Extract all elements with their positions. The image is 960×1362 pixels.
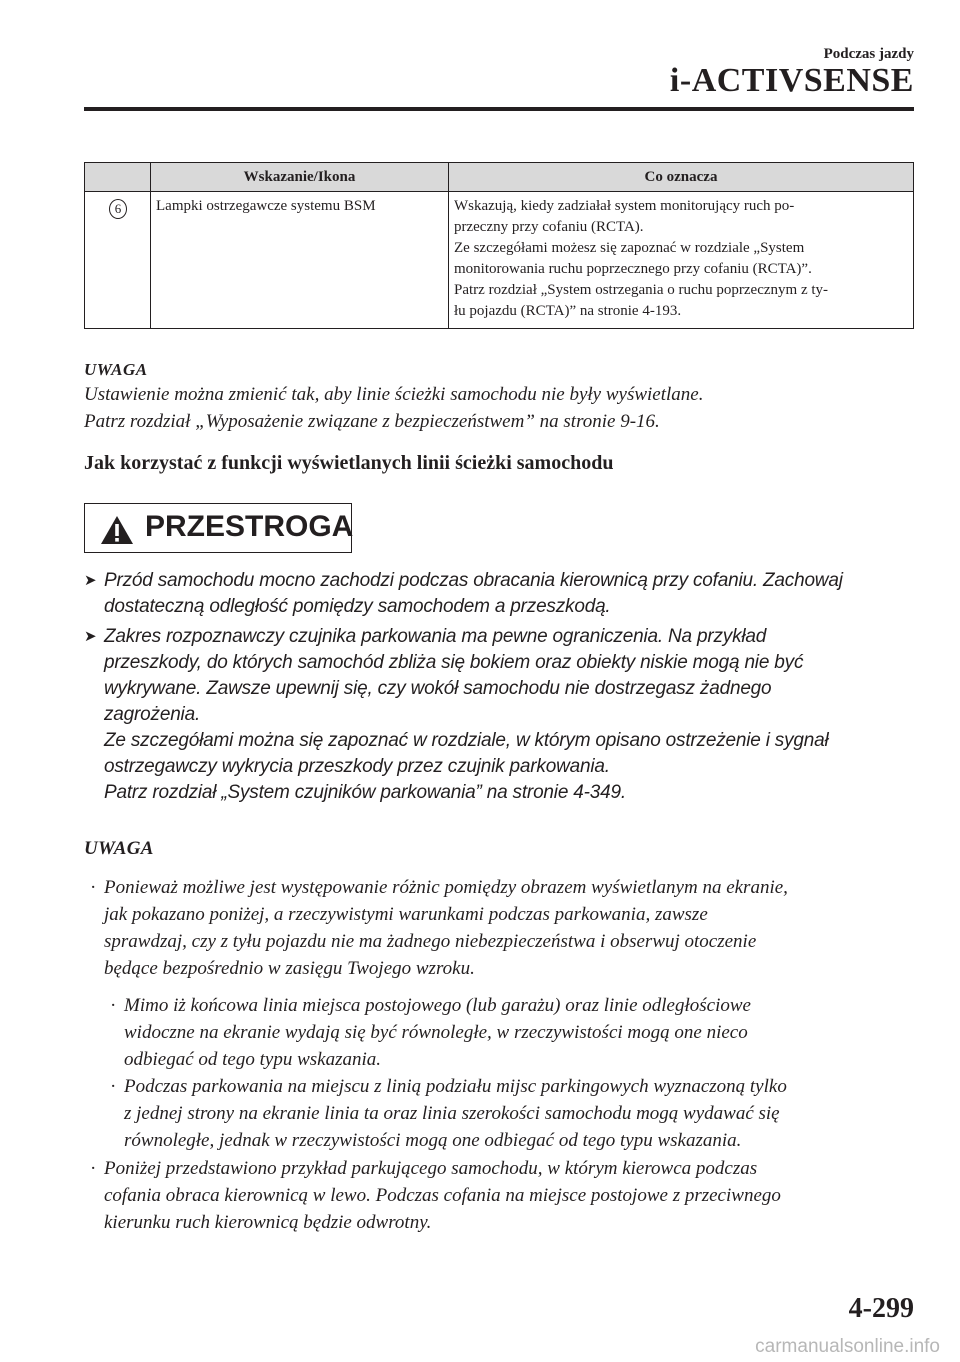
bullet-dot-icon: · xyxy=(110,1076,117,1097)
note-subparagraph xyxy=(84,992,924,1154)
caution-line: dostateczną odległość pomiędzy samochodem a przeszkodą. xyxy=(104,596,611,617)
meaning-line: przeczny przy cofaniu (RCTA). xyxy=(454,219,644,235)
table-cell-meaning xyxy=(449,192,914,329)
meaning-line: Wskazują, kiedy zadziałał system monitorujący ruch po- xyxy=(454,198,795,214)
table-header-meaning: Co oznacza xyxy=(449,163,914,192)
item-number-badge: 6 xyxy=(109,199,127,219)
table-header-blank xyxy=(85,163,151,192)
note-line: jak pokazano poniżej, a rzeczywistymi warunkami podczas parkowania, zawsze xyxy=(104,904,708,925)
note-line: widoczne na ekranie wydają się być równoległe, w rzeczywistości mogą one nieco xyxy=(124,1022,748,1043)
table-cell-number xyxy=(85,192,151,329)
note-line: Ustawienie można zmienić tak, aby linie ścieżki samochodu nie były wyświetlane. xyxy=(84,384,704,405)
list-item xyxy=(84,992,924,1073)
arrow-bullet-icon: ➤ xyxy=(84,572,97,589)
caution-box xyxy=(84,503,352,553)
page-number: 4-299 xyxy=(848,1293,914,1324)
note-label-2: UWAGA xyxy=(84,838,154,859)
note-line: równoległe, jednak w rzeczywistości mogą one odbiegać od tego typu wskazania. xyxy=(124,1130,742,1151)
arrow-bullet-icon: ➤ xyxy=(84,628,97,645)
indicator-table xyxy=(84,162,914,329)
caution-line: Patrz rozdział „System czujników parkowania” na stronie 4-349. xyxy=(104,782,626,803)
note-paragraph xyxy=(84,1155,924,1236)
note-line: Poniżej przedstawiono przykład parkującego samochodu, w którym kierowca podczas xyxy=(104,1158,758,1179)
bullet-dot-icon: · xyxy=(110,995,117,1016)
note-line: odbiegać od tego typu wskazania. xyxy=(124,1049,381,1070)
list-item xyxy=(84,568,924,620)
meaning-line: Ze szczegółami możesz się zapoznać w rozdziale „System xyxy=(454,240,805,256)
caution-line: zagrożenia. xyxy=(104,704,201,725)
header-rule xyxy=(84,107,914,111)
table-header-indicator: Wskazanie/Ikona xyxy=(151,163,449,192)
caution-line: Przód samochodu mocno zachodzi podczas obracania kierownicą przy cofaniu. Zachowaj xyxy=(104,570,843,591)
meaning-line: Patrz rozdział „System ostrzegania o ruchu poprzecznym z ty- xyxy=(454,282,829,298)
caution-line: wykrywane. Zawsze upewnij się, czy wokół samochodu nie dostrzegasz żadnego xyxy=(104,678,772,699)
note-paragraph xyxy=(84,874,924,982)
table-cell-indicator: Lampki ostrzegawcze systemu BSM xyxy=(151,192,449,329)
warning-triangle-icon xyxy=(99,514,135,546)
caution-list xyxy=(84,568,924,806)
meaning-line: łu pojazdu (RCTA)” na stronie 4-193. xyxy=(454,303,682,319)
caution-line: Ze szczegółami można się zapoznać w rozdziale, w którym opisano ostrzeżenie i sygnał xyxy=(104,730,829,751)
section-heading: Jak korzystać z funkcji wyświetlanych linii ścieżki samochodu xyxy=(84,452,614,474)
list-item xyxy=(84,1073,924,1154)
watermark: carmanualsonline.info xyxy=(755,1336,940,1357)
table-header-row xyxy=(85,163,914,192)
meaning-line: monitorowania ruchu poprzecznego przy cofaniu (RCTA)”. xyxy=(454,261,812,277)
note-line: cofania obraca kierownicą w lewo. Podczas cofania na miejsce postojowe z przeciwnego xyxy=(104,1185,781,1206)
table-row xyxy=(85,192,914,329)
caution-line: Zakres rozpoznawczy czujnika parkowania ma pewne ograniczenia. Na przykład xyxy=(104,626,767,647)
list-item xyxy=(84,874,924,982)
header-title: i-ACTIVSENSE xyxy=(669,62,914,99)
note-line: sprawdzaj, czy z tyłu pojazdu nie ma żadnego niebezpieczeństwa i obserwuj otoczenie xyxy=(104,931,757,952)
note-line: będące bezpośrednio w zasięgu Twojego wzroku. xyxy=(104,958,475,979)
note-text xyxy=(84,381,704,435)
note-label: UWAGA xyxy=(84,360,148,379)
header-section: Podczas jazdy xyxy=(823,46,914,62)
note-line: Mimo iż końcowa linia miejsca postojowego (lub garażu) oraz linie odległościowe xyxy=(124,995,751,1016)
caution-line: ostrzegawczy wykrycia przeszkody przez czujnik parkowania. xyxy=(104,756,610,777)
bullet-dot-icon: · xyxy=(90,1158,97,1179)
note-line: z jednej strony na ekranie linia ta oraz linia szerokości samochodu mogą wydawać się xyxy=(124,1103,780,1124)
note-line: kierunku ruch kierownicą będzie odwrotny. xyxy=(104,1212,432,1233)
caution-label: PRZESTROGA xyxy=(145,510,354,543)
note-line: Patrz rozdział „Wyposażenie związane z bezpieczeństwem” na stronie 9-16. xyxy=(84,411,660,432)
list-item xyxy=(84,1155,924,1236)
list-item xyxy=(84,624,924,806)
note-line: Podczas parkowania na miejscu z linią podziału mijsc parkingowych wyznaczoną tylko xyxy=(124,1076,787,1097)
note-line: Ponieważ możliwe jest występowanie różnic pomiędzy obrazem wyświetlanym na ekranie, xyxy=(104,877,788,898)
caution-line: przeszkody, do których samochód zbliża się bokiem oraz obiekty niskie mogą nie być xyxy=(104,652,804,673)
bullet-dot-icon: · xyxy=(90,877,97,898)
